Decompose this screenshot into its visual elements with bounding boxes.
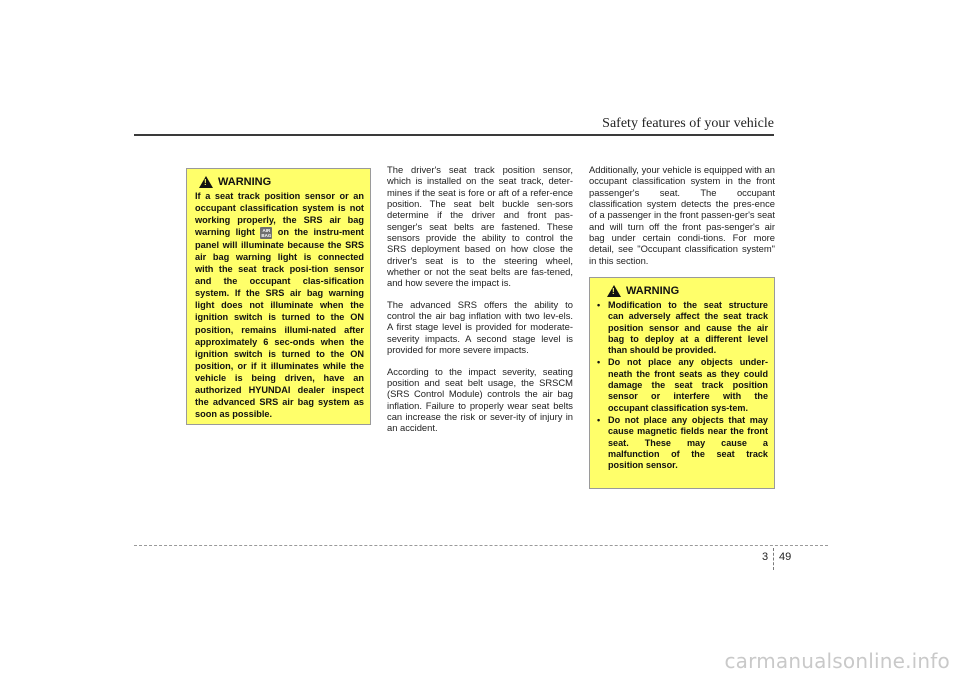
right-column	[589, 164, 775, 276]
warning-left-text-part1: If a seat track position sensor or an occupant classification system is not working properly, the SRS air bag warning light	[195, 191, 364, 238]
warning-heading	[607, 285, 768, 297]
warning-list-item: • Do not place any objects that may cause magnetic fields near the front seat. These may cause a malfunction of the seat track position sensor.	[595, 415, 768, 471]
page-number-separator	[773, 548, 774, 570]
warning-box-left	[186, 168, 371, 425]
header-rule	[134, 134, 774, 136]
warning-heading	[199, 176, 364, 188]
watermark: carmanualsonline.info	[724, 649, 950, 673]
footer-rule	[134, 545, 828, 546]
right-paragraph: Additionally, your vehicle is equipped with an occupant classification system in the front passenger's seat. The occupant classification system detects the pres-ence of a passenger in the front passen-ger's seat and will turn off the front pas-senger's air bag under certain condi-tions. For more detail, see "Occupant classification system" in this section.	[589, 164, 775, 266]
warning-left-text-part2: on the instru-ment panel will illuminate because the SRS air bag warning light is connected with the seat track posi-tion sensor and the occupant clas-sification system. If the SRS air bag warning light does not illuminate when the ignition switch is turned to the ON position, remains illumi-nated after approximately 6 sec-onds when the ignition switch is turned to the ON position, or if it illuminates while the vehicle is being driven, have an authorized HYUNDAI dealer inspect the advanced SRS air bag system as soon as possible.	[195, 227, 364, 420]
middle-paragraph-3: According to the impact severity, seating position and seat belt usage, the SRSCM (SRS Control Module) controls the air bag inflation. Failure to properly wear seat belts can increase the risk or sever-ity of injury in an accident.	[387, 365, 573, 434]
page-number: 49	[779, 551, 792, 563]
chapter-number: 3	[762, 551, 769, 563]
warning-triangle-icon	[607, 285, 621, 297]
warning-list-item: • Modification to the seat structure can adversely affect the seat track position sensor and cause the air bag to deploy at a different level than should be provided.	[595, 300, 768, 356]
warning-box-right	[589, 277, 775, 489]
warning-title: WARNING	[626, 285, 680, 297]
air-bag-warning-light-icon: AIR BAG	[261, 227, 272, 238]
middle-column	[387, 164, 573, 444]
warning-list	[595, 300, 768, 471]
warning-title: WARNING	[218, 176, 272, 188]
middle-paragraph-1: The driver's seat track position sensor, which is installed on the seat track, deter-mines if the seat is fore or aft of a refer-ence position. The seat belt buckle sen-sors determine if the driver and front pas-senger's seat belts are fastened. These sensors provide the ability to control the SRS deployment based on how close the driver's seat is to the steering wheel, whether or not the seat belts are fas-tened, and how severe the impact is.	[387, 164, 573, 289]
warning-left-text	[195, 190, 364, 420]
middle-paragraph-2: The advanced SRS offers the ability to control the air bag inflation with two lev-els. A first stage level is provided for moderate-severity impacts. A second stage level is provided for more severe impacts.	[387, 298, 573, 356]
section-title: Safety features of your vehicle	[602, 116, 774, 131]
warning-list-item: • Do not place any objects under-neath the front seats as they could damage the seat track position sensor or interfere with the occupant classification sys-tem.	[595, 357, 768, 413]
warning-triangle-icon	[199, 176, 213, 188]
